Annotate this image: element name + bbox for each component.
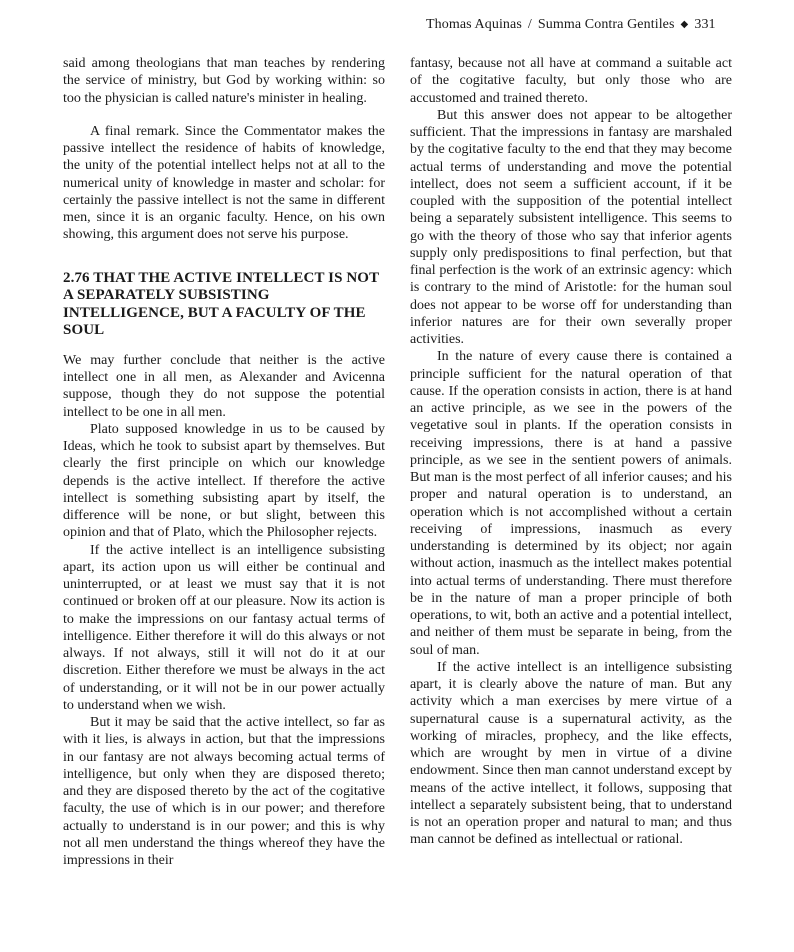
section-heading: 2.76 THAT THE ACTIVE INTELLECT IS NOT A SEPARATELY SUBSISTING INTELLIGENCE, BUT A FACULTY OF THE SOUL — [63, 269, 379, 339]
paragraph: Plato supposed knowledge in us to be caused by Ideas, which he took to subsist apart by themselves. But clearly the first principle on which our knowledge depends is the active intellect. If therefore the active intellect is something subsisting apart by itself, the difference will be none, or but slight, between this opinion and that of Plato, which the Philosopher rejects. — [63, 421, 385, 541]
page-number: 331 — [694, 17, 716, 32]
paragraph: But this answer does not appear to be altogether sufficient. That the impressions in fantasy are marshaled by the cogitative faculty to the end that they may become actual terms of understanding and move the potential intellect, does not seem a sufficient account, if it be coupled with the supposition of the potential intellect being a separately subsistent intelligence. This seems to go with the theory of those who say that inferior agents supply only predispositions to final perfection, but that final perfection is the work of an extrinsic agency: which is contrary to the mind of Aristotle: for the human soul does not appear to be worse off for understanding than inferior natures are for their own severally proper activities. — [410, 107, 732, 347]
paragraph: We may further conclude that neither is the active intellect one in all men, as Alexander and Avicenna suppose, though they do not suppose the potential intellect to be one in all men. — [63, 352, 385, 420]
right-column — [410, 55, 732, 849]
paragraph: In the nature of every cause there is contained a principle sufficient for the natural operation of that cause. If the operation consists in action, there is at hand an active principle, as we see in the powers of the vegetative soul in plants. If the operation consists in receiving impressions, there is at hand a passive principle, as we see in the sentient powers of animals. But man is the most perfect of all inferior causes; and his proper and natural operation is to understand, an operation which is not accomplished without a certain receiving of impressions, inasmuch as every understanding is determined by its object; nor again without action, inasmuch as the intellect makes potential into actual terms of understanding. There must therefore be in the nature of man a proper principle of both operations, to wit, both an active and a potential intellect, and neither of them must be separate in being, from the soul of man. — [410, 349, 732, 658]
paragraph: If the active intellect is an intelligence subsisting apart, it is clearly above the nature of man. But any activity which a man exercises by mere virtue of a supernatural cause is a supernatural activity, as the working of miracles, prophecy, and the like effects, which are wrought by men in virtue of a divine endowment. Since then man cannot understand except by means of the active intellect, it follows, supposing that intellect a separately subsistent being, that to understand is not an operation proper and natural to man; and thus man cannot be defined as intellectual or rational. — [410, 659, 732, 848]
diamond-icon: ◆ — [680, 19, 689, 30]
left-column — [63, 55, 385, 869]
paragraph: fantasy, because not all have at command a suitable act of the cogitative faculty, but only those who are accustomed and trained thereto. — [410, 56, 732, 106]
paragraph: A final remark. Since the Commentator makes the passive intellect the residence of habits of knowledge, the unity of the potential intellect helps not at all to the numerical unity of knowledge in master and scholar: for certainly the passive intellect is not the same in different men, since it is an organic faculty. Hence, on his own showing, this argument does not serve his purpose. — [63, 123, 385, 243]
running-header — [426, 17, 731, 33]
paragraph: But it may be said that the active intellect, so far as with it lies, is always in action, but that the impressions in our fantasy are not always becoming actual terms of intelligence, but only when they are disposed thereto; and they are disposed thereto by the act of the cogitative faculty, the use of which is in our power; and therefore actually to understand is in our power; and this is why not all men understand the things whereof they have the impressions in their — [63, 715, 385, 869]
paragraph: If the active intellect is an intelligence subsisting apart, its action upon us will either be continual and uninterrupted, or at least we must say that it is not continued or broken off at our pleasure. Now its action is to make the impressions on our fantasy actual terms of intelligence. Either therefore it will do this always or not always. If not always, still it will not do it at our discretion. Either therefore we must be always in the act of understanding, or it will not be in our power actually to understand when we wish. — [63, 542, 385, 713]
header-separator: / — [527, 17, 532, 32]
header-title: Summa Contra Gentiles — [537, 17, 675, 32]
paragraph: said among theologians that man teaches by rendering the service of ministry, but God by working within: so too the physician is called nature's minister in healing. — [63, 56, 385, 106]
header-author: Thomas Aquinas — [426, 17, 522, 32]
